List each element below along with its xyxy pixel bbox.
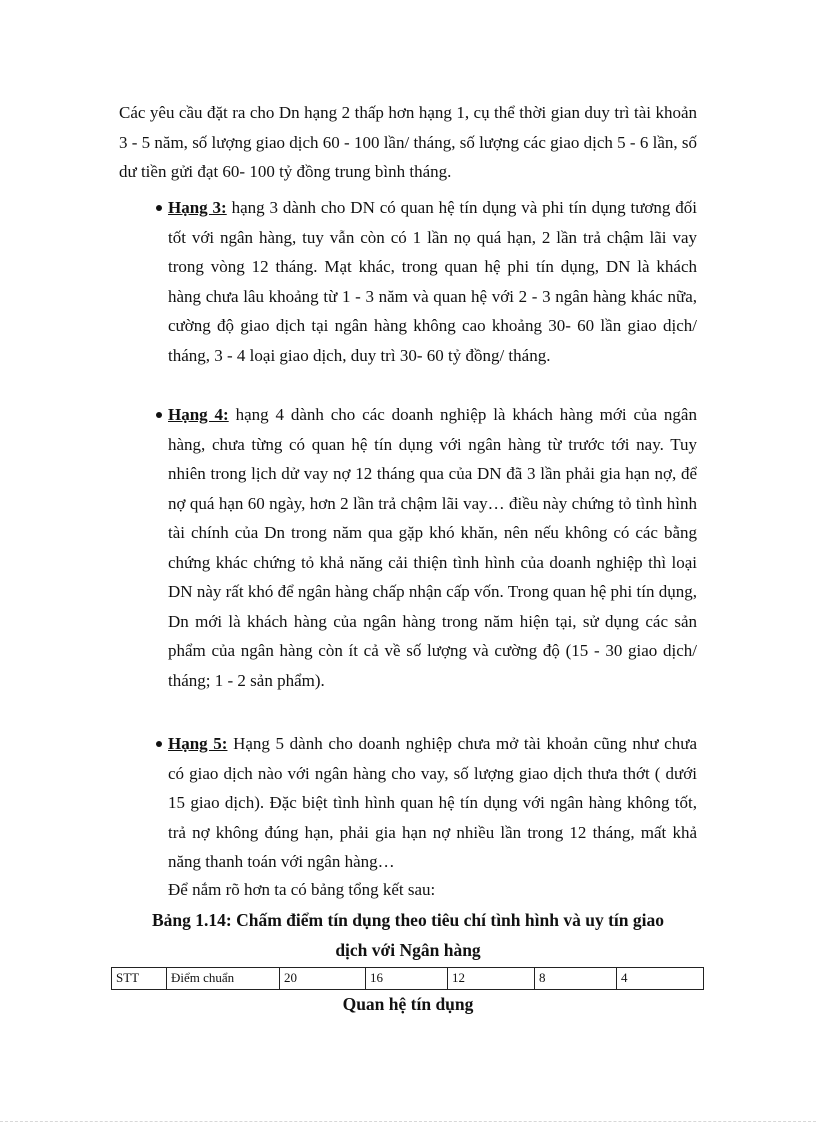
bullet-icon (156, 412, 162, 418)
summary-line: Để nắm rõ hơn ta có bảng tổng kết sau: (168, 880, 436, 899)
bullet-hang-3 (168, 193, 697, 370)
table-cell-16: 16 (366, 968, 448, 990)
table-title-line-1: Bảng 1.14: Chấm điểm tín dụng theo tiêu chí tình hình và uy tín giao (152, 910, 664, 930)
bullet-text: hạng 4 dành cho các doanh nghiệp là khách hàng mới của ngân hàng, chưa từng có quan hệ tín dụng với ngân hàng từ trước tới nay. Tuy nhiên trong lịch dử vay nợ 12 tháng qua của DN đã 3 lần phải gia hạn nợ, để nợ quá hạn 60 ngày, hơn 2 lần trả chậm lãi vay… điều này chứng tỏ tình hình tài chính của Dn trong năm qua gặp khó khăn, nên nếu không có các bằng chứng khác chứng tỏ khả năng cải thiện tình hình của doanh nghiệp thì loại DN này rất khó để ngân hàng chấp nhận cấp vốn. Trong quan hệ phi tín dụng, Dn mới là khách hàng của ngân hàng trong năm hiện tại, sử dụng các sản phẩm của ngân hàng còn ít cả về số lượng và cường độ (15 - 30 giao dịch/ tháng; 1 - 2 sản phẩm). (168, 405, 697, 690)
bullet-label: Hạng 3: (168, 198, 227, 217)
sub-heading: Quan hệ tín dụng (342, 994, 474, 1014)
bullet-icon (156, 741, 162, 747)
table-header-row (112, 968, 704, 990)
table-cell-20: 20 (280, 968, 366, 990)
bullet-icon (156, 205, 162, 211)
bullet-text: hạng 3 dành cho DN có quan hệ tín dụng và phi tín dụng tương đối tốt với ngân hàng, tuy vẫn còn có 1 lần nọ quá hạn, 2 lần trả chậm lãi vay trong vòng 12 tháng. Mạt khác, trong quan hệ phi tín dụng, DN là khách hàng chưa lâu khoảng từ 1 - 3 năm và quan hệ với 2 - 3 ngân hàng khác nữa, cường độ giao dịch tại ngân hàng không cao khoảng 30- 60 lần giao dịch/ tháng, 3 - 4 loại giao dịch, duy trì 30- 60 tỷ đồng/ tháng. (168, 198, 698, 365)
score-table (111, 967, 704, 990)
table-cell-12: 12 (448, 968, 535, 990)
table-cell-stt: STT (112, 968, 167, 990)
bullet-hang-4 (168, 400, 697, 695)
table-cell-8: 8 (535, 968, 617, 990)
bullet-text: Hạng 5 dành cho doanh nghiệp chưa mở tài khoản cũng như chưa có giao dịch nào với ngân hàng cho vay, số lượng giao dịch thưa thớt ( dưới 15 giao dịch). Đặc biệt tình hình quan hệ tín dụng với ngân hàng không tốt, trả nợ không đúng hạn, phải gia hạn nợ nhiều lần trong 12 tháng, mất khả năng thanh toán với ngân hàng… (168, 734, 697, 871)
table-cell-diem-chuan: Điểm chuẩn (167, 968, 280, 990)
table-title (100, 905, 716, 965)
bullet-label: Hạng 5: (168, 734, 228, 753)
bullet-label: Hạng 4: (168, 405, 229, 424)
page-bottom-rule (0, 1121, 816, 1122)
bullet-hang-5 (168, 729, 697, 877)
table-title-line-2: dịch với Ngân hàng (335, 940, 481, 960)
intro-paragraph: Các yêu cầu đặt ra cho Dn hạng 2 thấp hơn hạng 1, cụ thể thời gian duy trì tài khoản 3 - 5 năm, số lượng giao dịch 60 - 100 lần/ tháng, số lượng các giao dịch 5 - 6 lần, số dư tiền gửi đạt 60- 100 tỷ đồng trung bình tháng. (119, 103, 697, 181)
table-cell-4: 4 (617, 968, 704, 990)
